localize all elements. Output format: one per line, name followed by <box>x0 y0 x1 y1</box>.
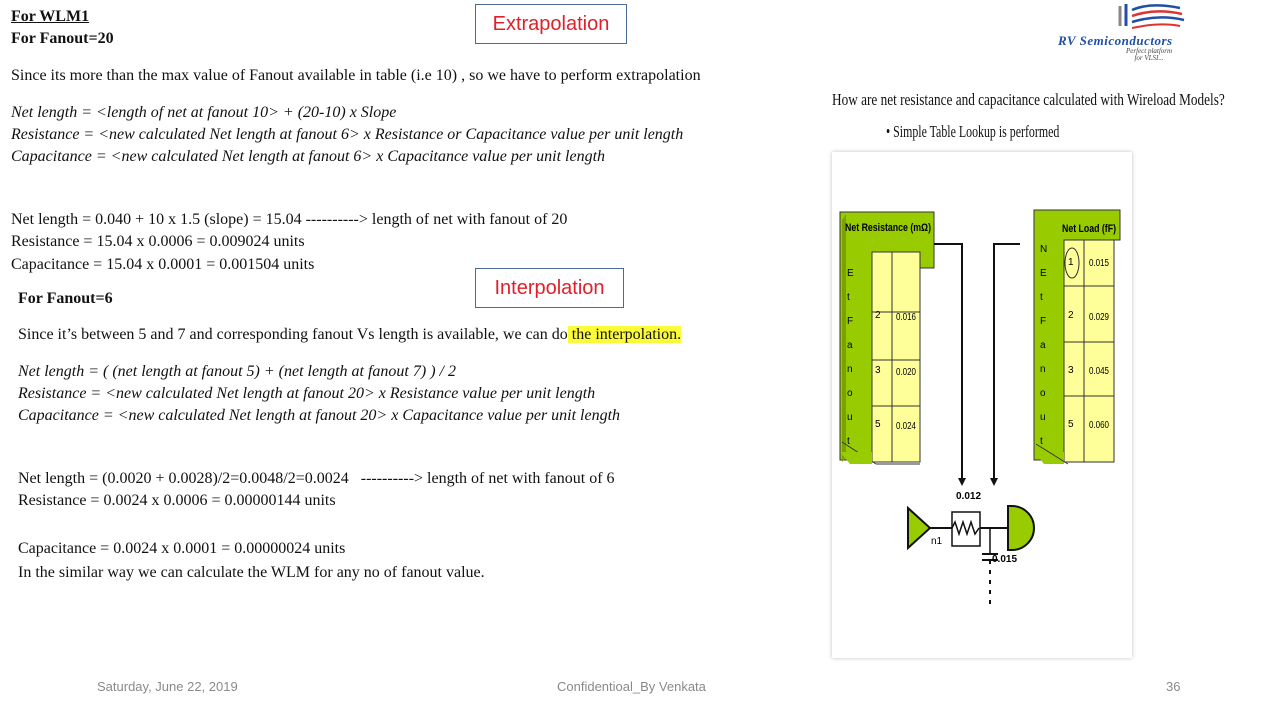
extrap-formula-resistance: Resistance = <new calculated Net length at fanout 6> x Resistance or Capacitance value per unit length <box>11 126 684 143</box>
load-fanout-3: 3 <box>1068 365 1074 376</box>
load-value-3: 0.045 <box>1089 366 1110 377</box>
fanout6-heading: For Fanout=6 <box>18 290 113 307</box>
res-fanout-3: 3 <box>875 365 881 376</box>
figure-title: How are net resistance and capacitance calculated with Wireload Models? <box>832 90 1225 109</box>
load-vlabel-1: E <box>1040 268 1047 279</box>
interpolation-intro <box>18 326 681 344</box>
res-vlabel-4: a <box>847 340 853 351</box>
extrap-formula-capacitance: Capacitance = <new calculated Net length at fanout 6> x Capacitance value per unit length <box>11 148 606 165</box>
res-value-3: 0.020 <box>896 367 917 378</box>
logo-tagline <box>1126 48 1172 62</box>
interpolation-label: Interpolation <box>475 268 624 308</box>
res-vlabel-7: u <box>847 412 853 423</box>
resistance-table <box>840 212 934 464</box>
footer-page-number: 36 <box>1166 679 1181 694</box>
load-vlabel-8: t <box>1040 436 1043 447</box>
wireload-diagram-svg <box>832 152 1132 658</box>
capacitor-value: 0.015 <box>992 554 1018 565</box>
extrapolation-label: Extrapolation <box>475 4 627 44</box>
interp-formula-netlength: Net length = ( (net length at fanout 5) + (net length at fanout 7) ) / 2 <box>18 363 456 380</box>
circuit <box>908 491 1034 604</box>
logo-tagline-1: Perfect platform <box>1126 47 1173 55</box>
buffer-icon <box>908 508 930 548</box>
res-vlabel-5: n <box>847 364 853 375</box>
closing-text: In the similar way we can calculate the WLM for any no of fanout value. <box>18 564 485 581</box>
load-value-1: 0.015 <box>1089 258 1110 269</box>
extrapolation-intro: Since its more than the max value of Fanout available in table (i.e 10) , so we have to perform extrapolation <box>11 67 701 84</box>
interpolation-intro-text: Since it’s between 5 and 7 and corresponding fanout Vs length is available, we can do <box>18 326 568 343</box>
interpolation-highlight: the interpolation. <box>567 326 682 343</box>
interp-calc-netlength: Net length = (0.0020 + 0.0028)/2=0.0048/2=0.0024 ----------> length of net with fanout of 6 <box>18 470 615 487</box>
load-value-2: 0.029 <box>1089 312 1110 323</box>
res-vlabel-1: E <box>847 268 854 279</box>
res-fanout-2: 2 <box>875 310 881 321</box>
load-vlabel-5: n <box>1040 364 1046 375</box>
arrow-head-left-icon <box>958 478 966 486</box>
interp-formula-resistance: Resistance = <new calculated Net length at fanout 20> x Resistance value per unit length <box>18 385 596 402</box>
load-table-header: Net Load (fF) <box>1062 223 1117 235</box>
logo-tagline-2: for VLSI... <box>1134 54 1164 62</box>
gate-load-icon <box>1008 506 1034 550</box>
net-name: n1 <box>931 536 943 547</box>
load-vlabel-6: o <box>1040 388 1046 399</box>
extrap-calc-capacitance: Capacitance = 15.04 x 0.0001 = 0.001504 units <box>11 256 315 273</box>
load-table <box>1034 210 1120 464</box>
extrap-calc-netlength: Net length = 0.040 + 10 x 1.5 (slope) = 15.04 ----------> length of net with fanout of 20 <box>11 211 568 228</box>
load-fanout-2: 2 <box>1068 310 1074 321</box>
resistor-value: 0.012 <box>956 491 982 502</box>
logo-name: RV Semiconductors <box>1058 33 1173 48</box>
footer-date: Saturday, June 22, 2019 <box>97 679 238 694</box>
load-vlabel-4: a <box>1040 340 1046 351</box>
extrap-calc-resistance: Resistance = 15.04 x 0.0006 = 0.009024 units <box>11 233 305 250</box>
res-vlabel-3: F <box>847 316 854 327</box>
load-fanout-1: 1 <box>1068 257 1074 268</box>
interp-calc-resistance: Resistance = 0.0024 x 0.0006 = 0.00000144 units <box>18 492 336 509</box>
res-value-5: 0.024 <box>896 421 917 432</box>
res-vlabel-6: o <box>847 388 853 399</box>
extrap-formula-netlength: Net length = <length of net at fanout 10> + (20-10) x Slope <box>11 104 397 121</box>
res-fanout-5: 5 <box>875 419 881 430</box>
wlm-heading: For WLM1 <box>11 8 90 25</box>
interp-calc-capacitance: Capacitance = 0.0024 x 0.0001 = 0.00000024 units <box>18 540 346 557</box>
res-vlabel-8: t <box>847 436 850 447</box>
fanout20-heading: For Fanout=20 <box>11 30 114 47</box>
load-vlabel-2: t <box>1040 292 1043 303</box>
load-vlabel-3: F <box>1040 316 1047 327</box>
res-vlabel-2: t <box>847 292 850 303</box>
res-value-2: 0.016 <box>896 312 917 323</box>
logo-swoosh-icon <box>1040 2 1260 36</box>
figure-bullet: • Simple Table Lookup is performed <box>886 122 1060 141</box>
connector-arrows <box>934 244 1020 480</box>
load-vlabel-0: N <box>1040 244 1048 255</box>
load-vlabel-7: u <box>1040 412 1046 423</box>
wireload-diagram <box>832 152 1132 658</box>
interp-formula-capacitance: Capacitance = <new calculated Net length at fanout 20> x Capacitance value per unit length <box>18 407 621 424</box>
rv-semiconductors-logo <box>1040 2 1260 62</box>
arrow-head-right-icon <box>990 478 998 486</box>
load-value-5: 0.060 <box>1089 420 1110 431</box>
load-fanout-5: 5 <box>1068 419 1074 430</box>
res-table-header: Net Resistance (mΩ) <box>845 222 932 234</box>
footer-confidential: Confidentioal_By Venkata <box>557 679 706 694</box>
